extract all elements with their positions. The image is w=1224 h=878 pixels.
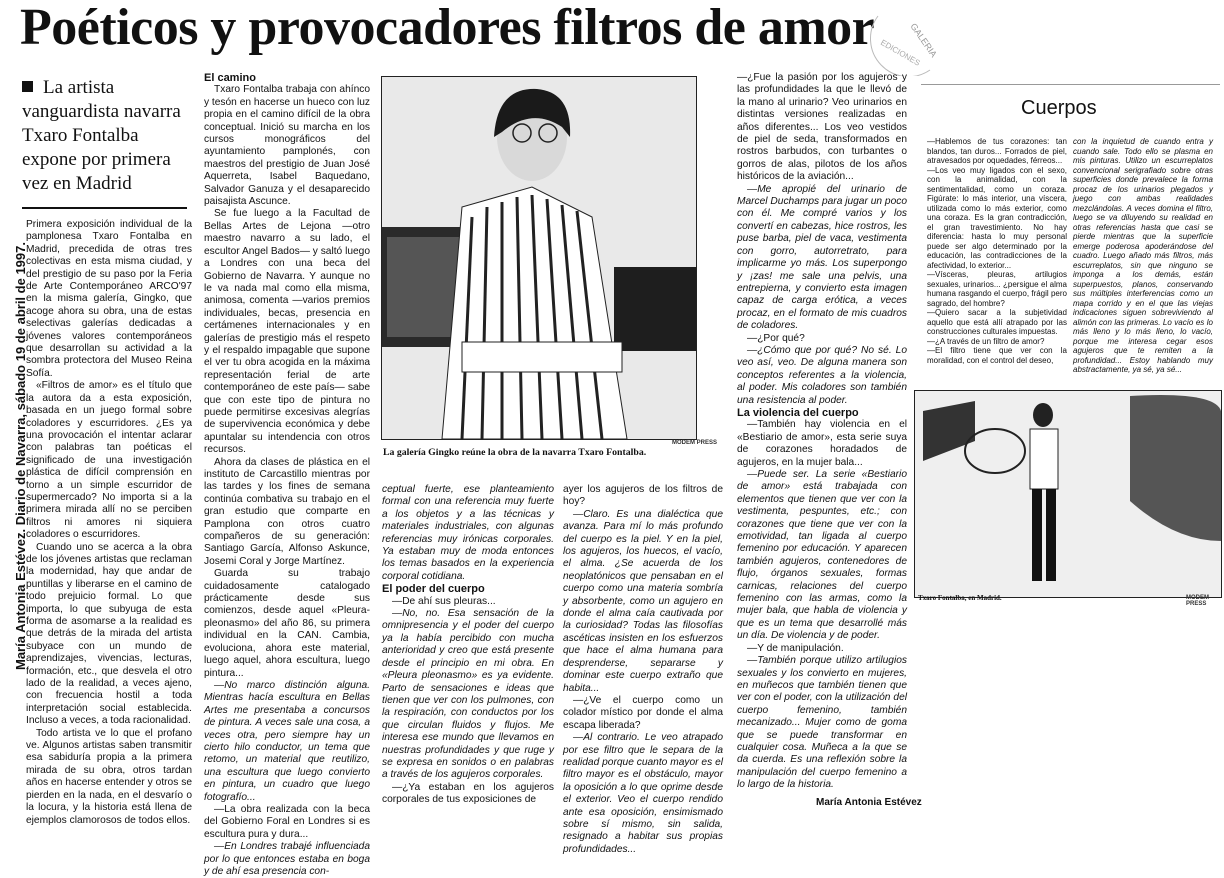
- paragraph: —¿Ya estaban en los agujeros corporales de tus exposiciones de: [382, 781, 554, 806]
- artist-photo: [381, 76, 697, 440]
- paragraph: —Puede ser. La serie «Bestiario de amor» está trabajada con elementos que tienen que ver con la vestimenta, pespuntes, etc.; con corazones que tiene que ver con la emotividad, tan ligada al cuerpo femenino por educación. Y aparecen también agujeros, contenedores de flujo, órganos sexuales, formas carnicas, relaciones del cuerpo femenino con las armas, como la mujer bala, que habla de violencia y que es un tema que desarrollé más un día. De violencia y de poder.: [737, 469, 907, 642]
- subheading: La violencia del cuerpo: [737, 406, 859, 419]
- lead: [22, 76, 192, 196]
- gallery-stamp: [870, 6, 948, 76]
- paragraph: —¿Cómo que por qué? No sé. Lo veo así, veo. De alguna manera son conceptos referentes a la violencia, al poder. Mis coladores son también una resistencia al poder.: [737, 344, 907, 406]
- paragraph: —Claro. Es una dialéctica que avanza. Para mí lo más profundo del cuerpo es la piel. Y en la piel, los agujeros, los huecos, el vacío, el alma. ¿Se acuerda de los neoplatónicos que pensaban en el cuerpo como una materia sombría y absorbente, como un agujero en donde el alma caía cautivada por la curiosidad? Todas las filosofías ascéticas insisten en los esfuerzos que hace el alma humana para desprenderse, separarse y dominar este cuerpo extraño que habita...: [563, 508, 723, 694]
- subheading: El poder del cuerpo: [382, 583, 485, 596]
- square-bullet-icon: [22, 81, 33, 92]
- paragraph: ceptual fuerte, ese planteamiento formal con una referencia muy fuerte a los objetos y a las técnicas y materiales industriales, con algunas referencias muy irónicas corporales. Ya estaban muy de moda entonces los temas basados en la experiencia corporal cotidiana.: [382, 484, 554, 582]
- lead-text: La artista vanguardista navarra Txaro Fontalba expone por primera vez en Madrid: [22, 77, 181, 194]
- paragraph: —Al contrario. Le veo atrapado por ese filtro que le separa de la realidad porque cuanto mayor es el filtro mayor es el obstáculo, mayor la oposición a lo que oprime desde el exterior. Veo el cuerpo rendido ante esa oposición, ensimismado sobre sí mismo, sin salida, resignado a habitar sus propias profundidades...: [563, 732, 723, 855]
- paragraph: —En Londres trabajé influenciada por lo que entonces estaba en boga y de ahí esa presencia con-: [204, 841, 370, 877]
- paragraph: —No, no. Esa sensación de la omnipresencia y el poder del cuerpo ya la había percibido con mucha anterioridad y creo que está presente desde el principio en mi obra. En «Pleura pleonasmo» es ya evidente. Parto de sensaciones e ideas que tienen que ver con los pulmones, con la respiración, con conductos por los que circulan fluidos y flujos. Me interesa ese mundo que llevamos en nuestras profundidades y que ruge y se expresa en sonidos o en palabras a través de los agujeros corporales.: [382, 608, 554, 781]
- paragraph: «Filtros de amor» es el título que la autora da a esta exposición, basada en un juego formal sobre coladores y escurridores. ¿Es ya una provocación el intentar aclarar con palabras tan poéticas el significado de una investigación plástica de difícil comprensión en torno a un simple escurridor de supermercado? No importa si a la primera mirada allí no se perciben filtros ni amores ni siquiera coladores o escurridores.: [26, 380, 192, 541]
- side-credit: María Antonia Estévez. Diario de Navarra, sábado 19 de abril de 1997.: [13, 242, 28, 670]
- paragraph: —También porque utilizo artilugios sexuales y los convierto en mujeres, en muñecos que también tienen que ver con el poder, con la utilización del cuerpo femenino, también mecanizado... Mujer como de goma que se puede transformar en cualquier cosa. Muñeca a la que se da cuerda. Es una reflexión sobre la manipulación del cuerpo femenino a lo largo de la historia.: [737, 655, 907, 791]
- caption-text: La galería Gingko reúne la obra de la navarra Txaro Fontalba.: [383, 447, 647, 458]
- paragraph: Guarda su trabajo cuidadosamente catalogado prácticamente desde sus comienzos, desde aquel «Pleura-pleonasmo» del año 86, su primera individual en la CAN. Cambia, evoluciona, ahora este material, luego aquel, ahora escultura, luego pintura...: [204, 568, 370, 679]
- paragraph: ayer los agujeros de los filtros de hoy?: [563, 484, 723, 508]
- column-4: [563, 484, 723, 856]
- photo-credit-2: MODEM PRESS: [1186, 595, 1209, 607]
- column-2: [204, 72, 370, 878]
- photo-credit: MODEM PRESS: [672, 440, 718, 446]
- paragraph: —Me apropié del urinario de Marcel Duchamps para jugar un poco con él. Me compré varios y los convertí en cabezas, hice rostros, les puse barba, piel de vaca, vestimenta con gorro, autorretrato, para implicarme yo más. Los superpongo y ¡zas! me sale una pelvis, una entrepierna, y convierto esta imagen capaz de carga erótica, a veces procaz, en el formato de mis cuadros de coladores.: [737, 183, 907, 332]
- paragraph: —¿Ve el cuerpo como un colador místico por donde el alma escapa liberada?: [563, 694, 723, 731]
- subheading: El camino: [204, 72, 256, 84]
- column-3: [382, 484, 554, 807]
- column-5: [737, 72, 907, 792]
- svg-text:GALERIA: GALERIA: [908, 21, 939, 60]
- paragraph: —De ahí sus pleuras...: [392, 595, 496, 607]
- paragraph: —Y de manipulación.: [747, 642, 844, 654]
- paragraph: —¿Por qué?: [747, 332, 805, 344]
- byline: María Antonia Estévez: [816, 797, 922, 808]
- headline: Poéticos y provocadores filtros de amor: [20, 0, 875, 56]
- box-title: Cuerpos: [1021, 97, 1097, 119]
- sidebar-box: [921, 84, 1220, 407]
- paragraph: Ahora da clases de plástica en el instituto de Carcastillo mientras por las tardes y los fines de semana continúa combativa su trabajo en el gran estudio que comparte en Pamplona con otros cuatro compañeros de su generación: Santiago García, Alfonso Askunce, Josemi Coral y Jorge Martínez.: [204, 456, 370, 567]
- photo-caption: [383, 447, 695, 458]
- artist-photo-madrid-image: [915, 391, 1221, 597]
- paragraph: Txaro Fontalba trabaja con ahínco y tesón en hacerse un hueco con luz propia en el camino difícil de la obra conceptual. Inició su marcha en los cursos monográficos del ayuntamiento pamplonés, con maestros del prestigio de Juan José Aquerreta, Isabel Baquedano, Salvador Ganuza y el desaparecido paisajista Ascunce.: [204, 84, 370, 208]
- photo-caption-2: Txaro Fontalba, en Madrid.: [918, 594, 1002, 602]
- paragraph: —No marco distinción alguna. Mientras hacía escultura en Bellas Artes me presentaba a concursos de pintura. A veces sale una cosa, a veces otra, pero siempre hay un cierto hilo conductor, un tema que retomo, un material que reutilizo, una escultura que luego convierto en pintura, un cuadro que luego fotografío...: [204, 679, 370, 803]
- paragraph: Se fue luego a la Facultad de Bellas Artes de Lejona —otro maestro navarro a su lado, el escultor Angel Bados— y saltó luego a Londres con una beca del Gobierno de Navarra. Y aunque no le va nada mal como ella misma, animosa, comenta —varios premios individuales, becas, presencia en certámenes internacionales y en galerías de prestigio más el respeto y el respaldo impagable que supone el ver tu obra acogida en la máxima representación ferial de arte contemporáneo de este país— sabe que con este tipo de pintura no puede permitirse excesivas alegrías de supervivencia económica y debe apuntalar su intendencia con otros recursos.: [204, 208, 370, 456]
- box-column-left: —Hablemos de tus corazones: tan blandos, tan duros... Forrados de piel, atravesados por oquedades, férreos... —Los veo muy ligados con el sexo, con la animalidad, con la sentimentalidad, como un coraza. Figúrate: lo más interior, una víscera, utilizada como lo más exterior, como una coraza. Es la gran contradicción, el gran travestimiento. No hay diferencia: hasta lo muy personal puede ser algo determinado por la educación, las contradicciones de la afectividad, lo exterior... —Vísceras, pleuras, artilugios sexuales, urinarios... ¿persigue el alma humana rasgando el cuerpo, frágil pero sagrado, del hombre? —Quiero sacar a la subjetividad aquello que está allí atrapado por las construcciones culturales impuestas. —¿A través de un filtro de amor? —El filtro tiene que ver con la moralidad, con el control del deseo,: [927, 137, 1067, 365]
- paragraph: —¿Fue la pasión por los agujeros y las profundidades la que le llevó de la mano al urinario? Veo urinarios en distintas versiones realizadas en años diferentes... Los veo vestidos de piel de seda, transformados en rostros barbudos, con turbantes o gorros de alas, pilotos de los años históricos de la aviación...: [737, 72, 907, 183]
- divider: [22, 207, 187, 209]
- paragraph: Cuando uno se acerca a la obra de los jóvenes artistas que reclaman la modernidad, hay que andar de puntillas y liberarse en el camino de todo prejuicio formal. Lo que importa, lo que subyuga de esta forma de asomarse a la realidad es que detrás de la mirada del artista subyace con un mundo de aprendizajes, vivencias, lecturas, formación, etc., que desvela el otro lado de la realidad, a veces ajeno, con frecuencia hostil a toda interpretación social establecida. Incluso a veces, a toda racionalidad.: [26, 541, 192, 727]
- paragraph: Todo artista ve lo que el profano ve. Algunos artistas saben transmitir esa sabiduría propia a la primera mirada de su obra, otros tardan años en hacerse entender y otros se pierden en la nada, en el desvarío o la locura, y la historia está llena de ejemplos clamorosos de todos ellos.: [26, 727, 192, 826]
- column-1: [26, 219, 192, 827]
- paragraph: Primera exposición individual de la pamplonesa Txaro Fontalba en Madrid, precedida de otras tres colectivas en esta misma ciudad, y del prestigio de su paso por la Feria de Arte Contemporáneo ARCO'97 en la misma galería, Gingko, que acoge ahora su obra, una de estas selectivas galerías dedicadas a jóvenes valores contemporáneos que desarrollan su actividad a la sombra protectora del Museo Reina Sofía.: [26, 219, 192, 379]
- box-column-right: con la inquietud de cuando entra y cuando sale. Todo ello se plasma en mis pinturas. Utilizo un escurreplatos convencional serigrafiado sobre otras superficies donde prevalece la forma procaz de los urinarios plegados y juego con ambas realidades mezclándolas. A veces domina el filtro, luego se va diluyendo su realidad en otras referencias hasta que casi se pierde mientras que la superficie emerge poderosa apoderándose del cuadro. Luego añado más filtros, más escurreplatos, sin que ninguno se imponga a los demás, están superpuestos, planos, conservando sus múltiples interferencias como un mapa corrido y en el que las viejas indicaciones siguen sobreviviendo al alimón con las primeras. Lo vacío es lo más lleno y lo más lleno, lo vacío, porque me interesa cegar esos agujeros que te remiten a la profundidad... Estoy hablando muy abstractamente, ya sé, ya sé...: [1073, 137, 1213, 374]
- artist-photo-madrid: [914, 390, 1222, 598]
- svg-text:EDICIONES: EDICIONES: [879, 37, 922, 68]
- paragraph: —La obra realizada con la beca del Gobierno Foral en Londres si es escultura pura y dura...: [204, 803, 370, 840]
- paragraph: —También hay violencia en el «Bestiario de amor», esta serie suya de corazones horadados de agujeros, en la mujer bala...: [737, 419, 907, 468]
- artist-photo-image: [382, 77, 696, 439]
